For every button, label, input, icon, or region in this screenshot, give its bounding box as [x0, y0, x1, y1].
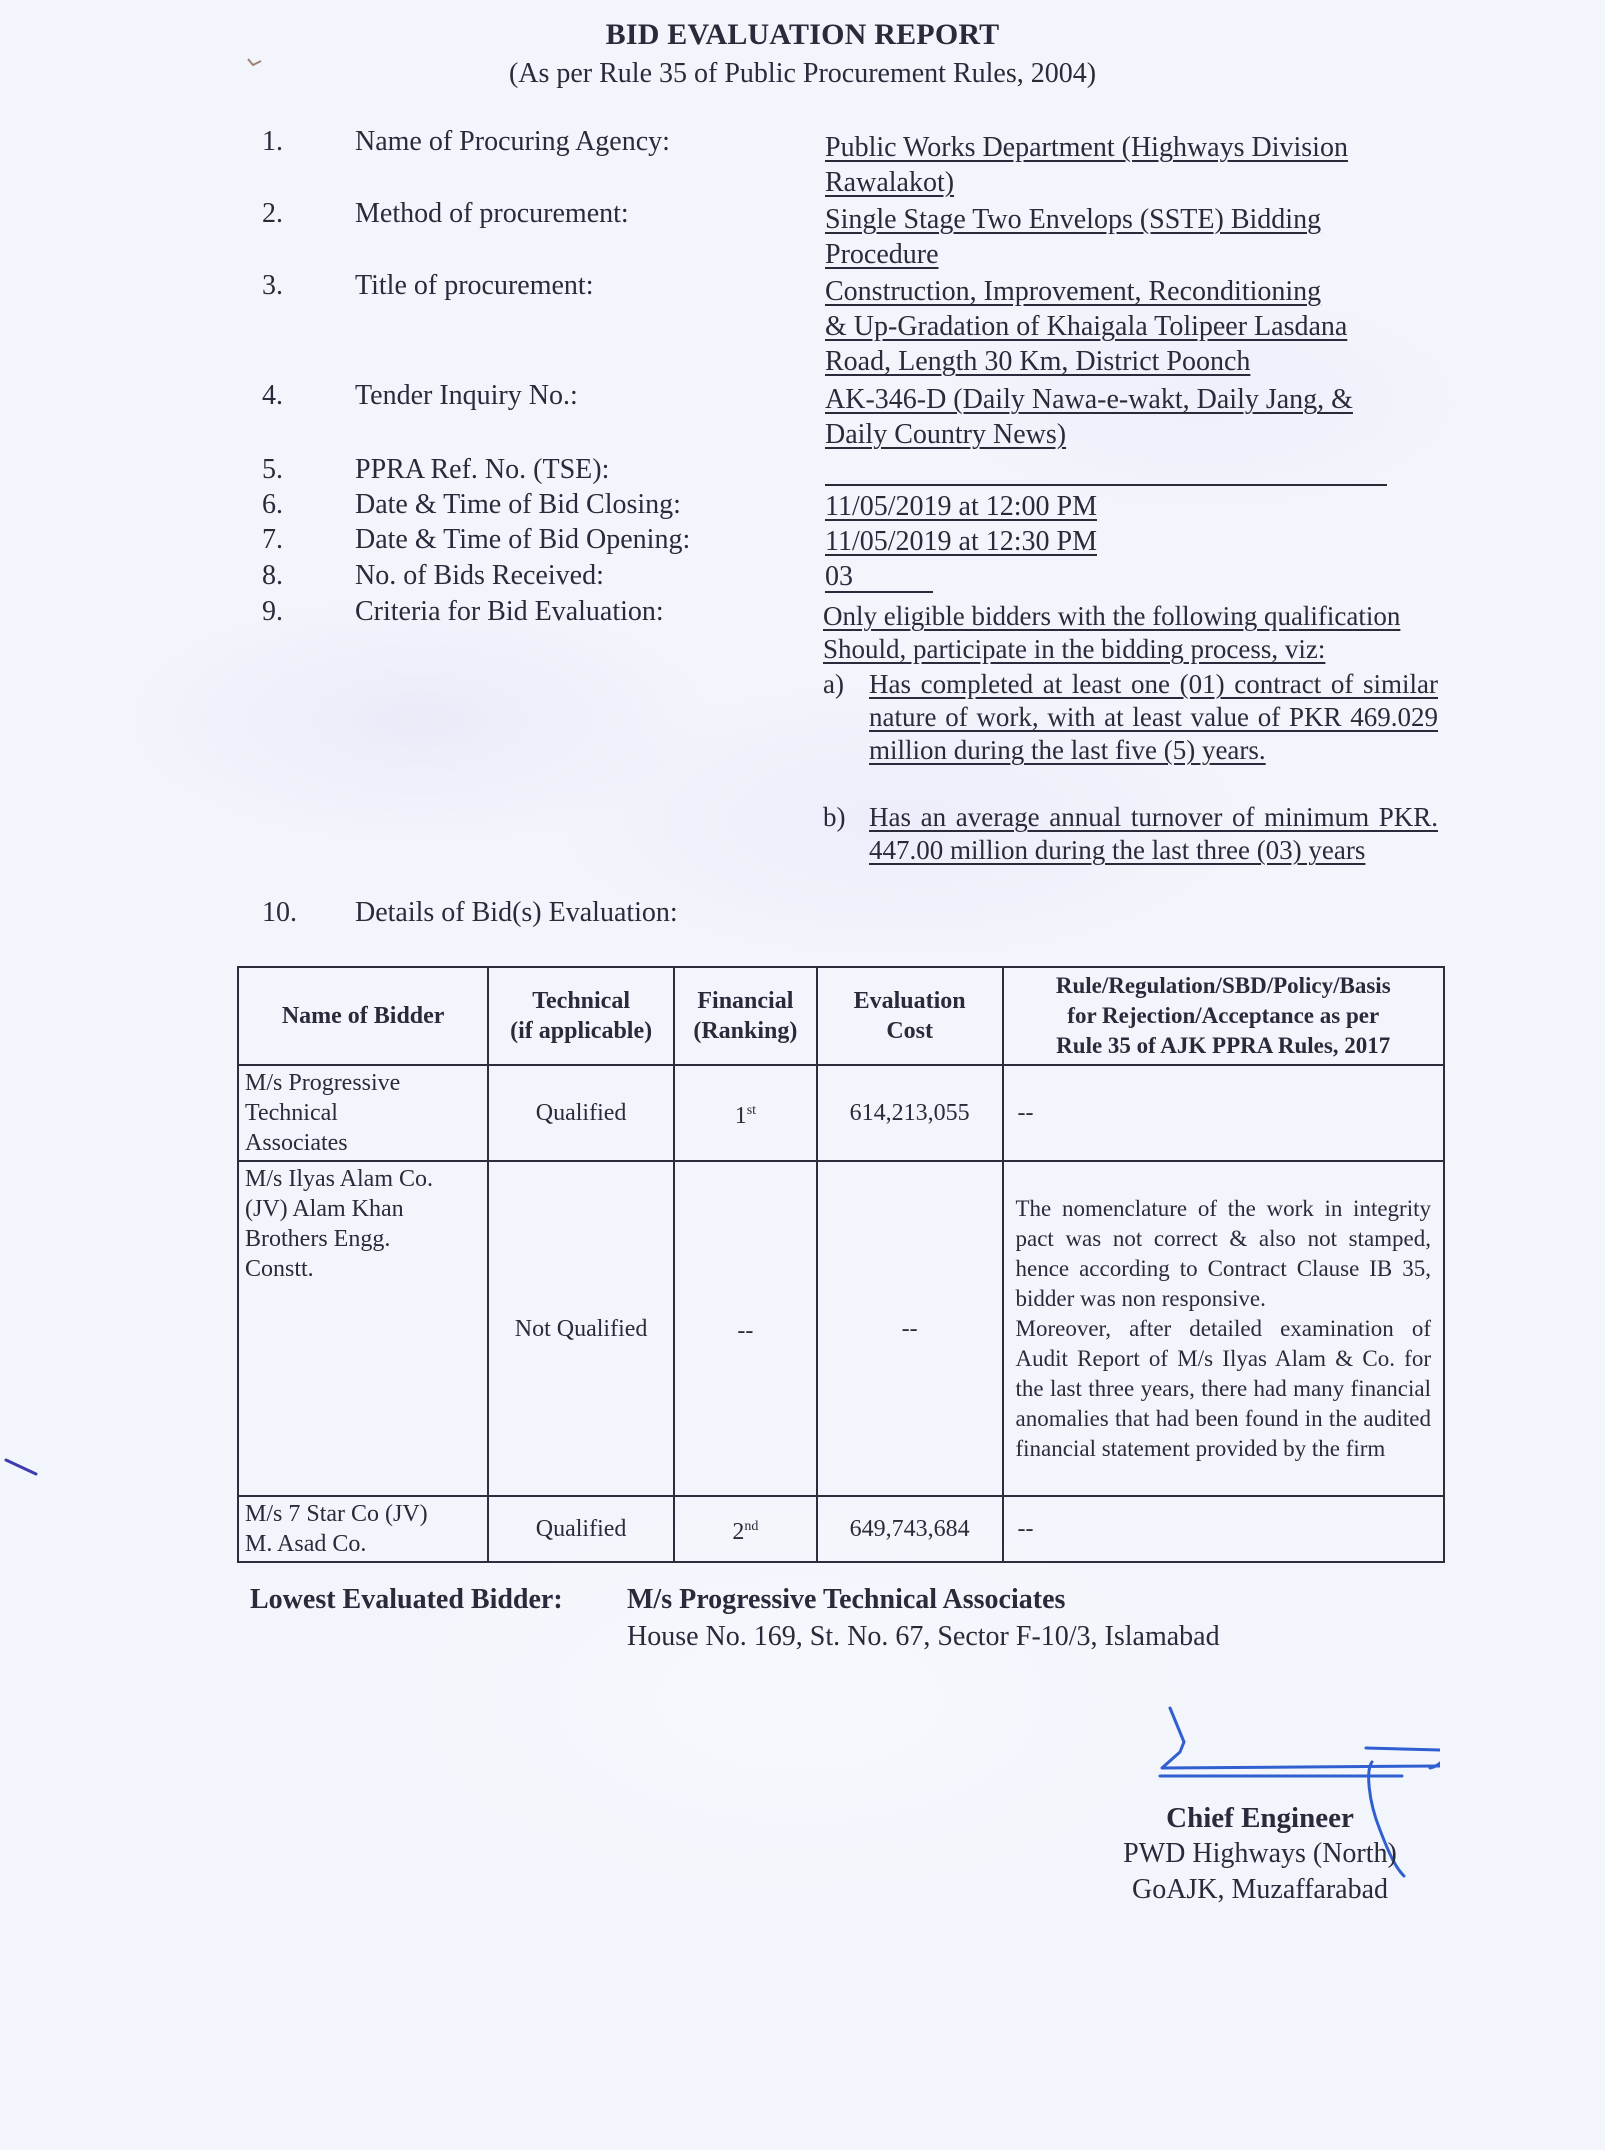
value-line: AK-346-D (Daily Nawa-e-wakt, Daily Jang, & — [825, 384, 1353, 415]
technical-status: Qualified — [488, 1065, 674, 1161]
value-line: 03 — [825, 561, 853, 592]
field-value-method — [825, 202, 1425, 272]
field-number: 1. — [262, 126, 283, 157]
signatory-location: GoAJK, Muzaffarabad — [1131, 1874, 1389, 1905]
value-line: 11/05/2019 at 12:00 PM — [825, 491, 1097, 522]
lowest-bidder-name: M/s Progressive Technical Associates — [627, 1584, 1066, 1615]
field-label: Criteria for Bid Evaluation: — [355, 596, 664, 627]
remark: -- — [1003, 1065, 1445, 1161]
remark: -- — [1003, 1496, 1445, 1562]
field-value-title — [825, 274, 1425, 379]
field-number: 4. — [262, 380, 283, 411]
table-row — [238, 1065, 1444, 1161]
field-label: PPRA Ref. No. (TSE): — [355, 454, 610, 485]
header-name-of-bidder: Name of Bidder — [238, 967, 488, 1065]
bid-evaluation-table — [237, 966, 1445, 1563]
criteria-text: Has an average annual turnover of minimum PKR. 447.00 million during the last three (03) years — [869, 802, 1438, 865]
bids-received-underline — [825, 591, 933, 593]
field-label: Date & Time of Bid Closing: — [355, 489, 681, 520]
field-label: Date & Time of Bid Opening: — [355, 524, 691, 555]
field-number: 3. — [262, 270, 283, 301]
lowest-bidder-label: Lowest Evaluated Bidder: — [250, 1584, 563, 1615]
financial-ranking: -- — [674, 1161, 817, 1496]
field-value-procuring-agency — [825, 130, 1425, 200]
value-line: 11/05/2019 at 12:30 PM — [825, 526, 1097, 557]
bidder-name: M/s Progressive Technical Associates — [238, 1065, 488, 1161]
evaluation-cost: 649,743,684 — [817, 1496, 1003, 1562]
field-value-tender-inquiry — [825, 382, 1425, 452]
field-label: No. of Bids Received: — [355, 560, 604, 591]
bidder-name: M/s Ilyas Alam Co. (JV) Alam Khan Brothers Engg. Constt. — [238, 1161, 488, 1496]
lowest-bidder-address: House No. 169, St. No. 67, Sector F-10/3, Islamabad — [627, 1621, 1220, 1652]
evaluation-cost: -- — [817, 1161, 1003, 1496]
evaluation-cost: 614,213,055 — [817, 1065, 1003, 1161]
value-line: Should, participate in the bidding process, viz: — [823, 634, 1326, 664]
value-line: Procedure — [825, 239, 939, 270]
financial-ranking: 1st — [674, 1065, 817, 1161]
table-row — [238, 1161, 1444, 1496]
field-number: 8. — [262, 560, 283, 591]
field-number: 9. — [262, 596, 283, 627]
field-value-bid-opening — [825, 524, 1425, 559]
ppra-ref-blank-line — [825, 484, 1387, 486]
value-line: Daily Country News) — [825, 419, 1067, 450]
criteria-mark: a) — [823, 669, 844, 699]
table-row — [238, 1496, 1444, 1562]
tick-mark — [245, 55, 265, 69]
remark — [1003, 1161, 1445, 1496]
field-label: Details of Bid(s) Evaluation: — [355, 897, 678, 928]
table-header-row — [238, 967, 1444, 1065]
criteria-text: Has completed at least one (01) contract of similar nature of work, with at least value of PKR 469.029 million during the last five (5) years. — [869, 669, 1438, 765]
value-line: Rawalakot) — [825, 167, 955, 198]
signatory-department: PWD Highways (North) — [1123, 1838, 1397, 1869]
field-number: 7. — [262, 524, 283, 555]
remark-paragraph: Moreover, after detailed examination of Audit Report of M/s Ilyas Alam & Co. for the last three years, there had many financial anomalies that had been found in the audited financial statement provided by the firm — [1015, 1315, 1431, 1461]
value-line: Only eligible bidders with the following qualification — [823, 601, 1401, 631]
pen-stroke-mark — [0, 1450, 50, 1480]
field-label: Name of Procuring Agency: — [355, 126, 670, 157]
value-line: & Up-Gradation of Khaigala Tolipeer Lasdana — [825, 311, 1348, 342]
field-label: Tender Inquiry No.: — [355, 380, 578, 411]
field-number: 5. — [262, 454, 283, 485]
remark-paragraph: The nomenclature of the work in integrity pact was not correct & also not stamped, hence according to Contract Clause IB 35, bidder was non responsive. — [1015, 1195, 1431, 1311]
technical-status: Not Qualified — [488, 1161, 674, 1496]
value-line: Public Works Department (Highways Division — [825, 132, 1348, 163]
financial-ranking: 2nd — [674, 1496, 817, 1562]
criteria-mark: b) — [823, 802, 846, 832]
signatory-block — [1080, 1800, 1440, 1908]
bidder-name: M/s 7 Star Co (JV) M. Asad Co. — [238, 1496, 488, 1562]
technical-status: Qualified — [488, 1496, 674, 1562]
value-line: Construction, Improvement, Reconditioning — [825, 276, 1322, 307]
value-line: Single Stage Two Envelops (SSTE) Bidding — [825, 204, 1322, 235]
header-evaluation-cost: Evaluation Cost — [817, 967, 1003, 1065]
field-value-bids-received — [825, 559, 1425, 594]
document-title: BID EVALUATION REPORT — [605, 18, 1000, 51]
header-rule-basis: Rule/Regulation/SBD/Policy/Basis for Rejection/Acceptance as per Rule 35 of AJK PPRA Rules, 2017 — [1003, 967, 1445, 1065]
criteria-intro — [823, 600, 1438, 666]
field-label: Title of procurement: — [355, 270, 594, 301]
field-label: Method of procurement: — [355, 198, 629, 229]
header-technical: Technical (if applicable) — [488, 967, 674, 1065]
field-value-bid-closing — [825, 489, 1425, 524]
field-number: 2. — [262, 198, 283, 229]
header-financial: Financial (Ranking) — [674, 967, 817, 1065]
document-subtitle: (As per Rule 35 of Public Procurement Rules, 2004) — [508, 58, 1097, 89]
field-number: 6. — [262, 489, 283, 520]
signatory-title: Chief Engineer — [1166, 1802, 1354, 1834]
value-line: Road, Length 30 Km, District Poonch — [825, 346, 1251, 377]
field-number: 10. — [262, 897, 297, 928]
